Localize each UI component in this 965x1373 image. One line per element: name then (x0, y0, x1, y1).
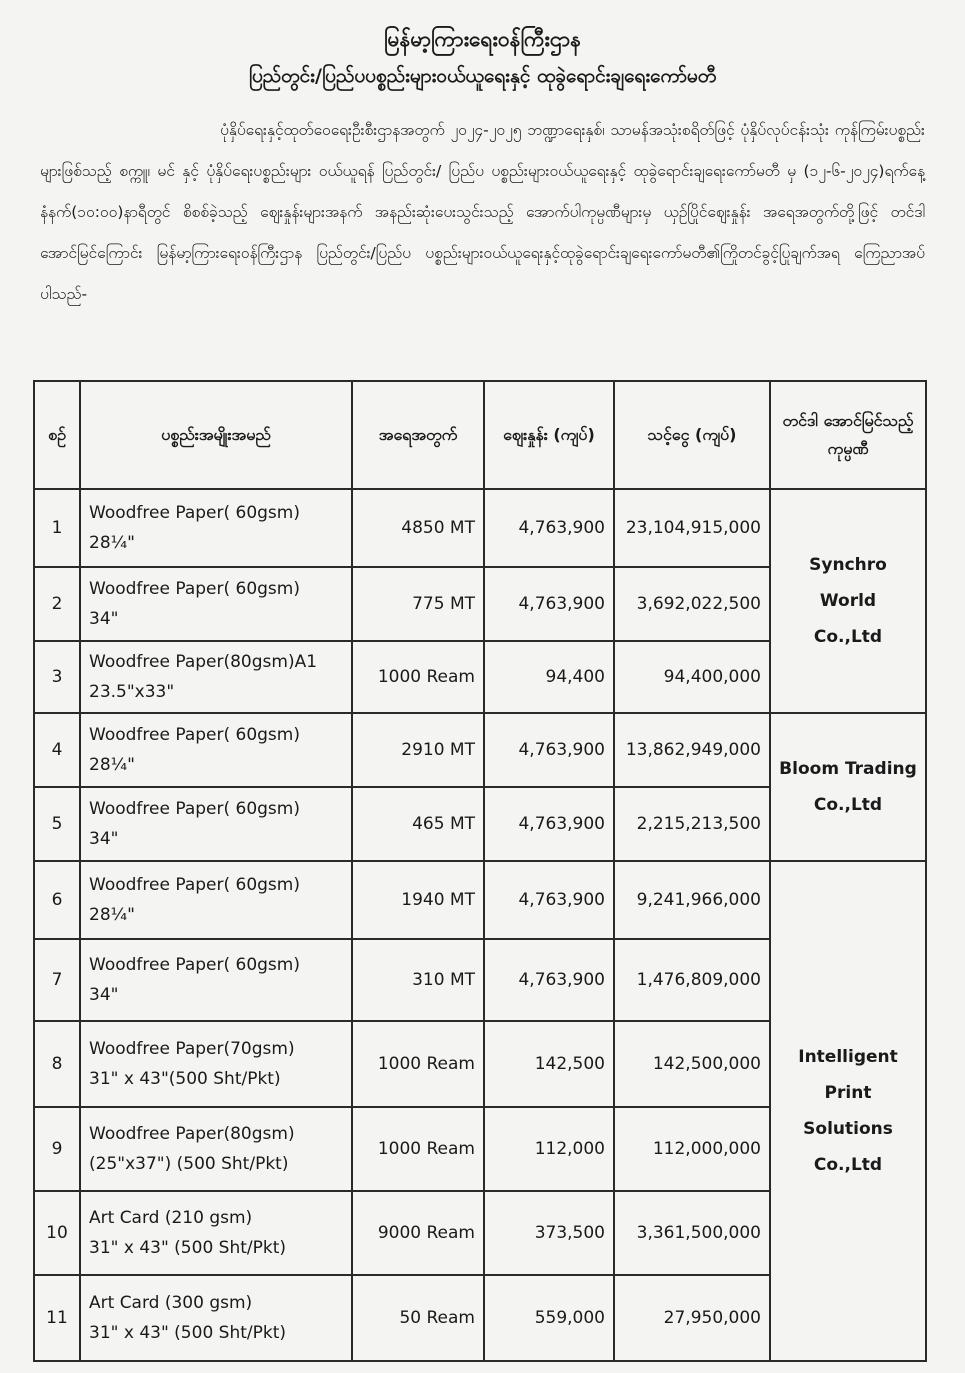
row-price: 142,500 (484, 1021, 614, 1107)
row-amount: 27,950,000 (614, 1275, 770, 1361)
company-name-line: Bloom Trading (779, 759, 917, 779)
item-name: Woodfree Paper( 60gsm) (89, 725, 300, 745)
header-quantity: အရေအတွက် (352, 381, 484, 489)
document-header (0, 22, 965, 92)
item-size: 23.5"x33" (89, 682, 175, 702)
row-item (80, 1275, 352, 1361)
row-amount: 3,361,500,000 (614, 1191, 770, 1275)
row-no: 3 (34, 641, 80, 713)
row-amount: 3,692,022,500 (614, 567, 770, 641)
company-name-line: Intelligent (798, 1047, 898, 1067)
row-item (80, 939, 352, 1021)
row-item (80, 1107, 352, 1191)
row-no: 8 (34, 1021, 80, 1107)
row-quantity: 1000 Ream (352, 1021, 484, 1107)
row-quantity: 775 MT (352, 567, 484, 641)
row-price: 4,763,900 (484, 567, 614, 641)
item-name: Woodfree Paper( 60gsm) (89, 799, 300, 819)
ministry-title: မြန်မာ့ကြားရေးဝန်ကြီးဌာန (383, 27, 582, 51)
company-name-line: Co.,Ltd (813, 795, 883, 815)
item-name: Art Card (300 gsm) (89, 1293, 253, 1313)
row-no: 1 (34, 489, 80, 567)
row-quantity: 4850 MT (352, 489, 484, 567)
item-size: 28¼" (89, 905, 135, 925)
header-no: စဉ် (34, 381, 80, 489)
header-winner: တင်ဒါ အောင်မြင်သည့် ကုမ္ပဏီ (770, 381, 926, 489)
row-amount: 13,862,949,000 (614, 713, 770, 787)
item-size: 31" x 43" (500 Sht/Pkt) (89, 1238, 287, 1258)
row-price: 4,763,900 (484, 939, 614, 1021)
row-quantity: 1000 Ream (352, 1107, 484, 1191)
row-quantity: 50 Ream (352, 1275, 484, 1361)
row-quantity: 9000 Ream (352, 1191, 484, 1275)
row-item (80, 1021, 352, 1107)
item-name: Woodfree Paper( 60gsm) (89, 955, 300, 975)
item-name: Woodfree Paper(80gsm) (89, 1124, 295, 1144)
row-no: 5 (34, 787, 80, 861)
table-row (34, 861, 926, 939)
row-quantity: 1000 Ream (352, 641, 484, 713)
row-amount: 112,000,000 (614, 1107, 770, 1191)
company-name-line: Solutions (803, 1119, 893, 1139)
table-header-row (34, 381, 926, 489)
item-name: Woodfree Paper( 60gsm) (89, 875, 300, 895)
company-name-line: Synchro World (809, 555, 887, 611)
item-name: Woodfree Paper(80gsm)A1 (89, 652, 318, 672)
row-item (80, 567, 352, 641)
row-item (80, 861, 352, 939)
header-amount: သင့်ငွေ (ကျပ်) (614, 381, 770, 489)
row-item (80, 713, 352, 787)
row-item (80, 489, 352, 567)
item-size: 28¼" (89, 533, 135, 553)
item-name: Woodfree Paper(70gsm) (89, 1039, 295, 1059)
committee-title: ပြည်တွင်း/ပြည်ပပစ္စည်းများဝယ်ယူရေးနှင့် ထုခွဲရောင်းချရေးကော်မတီ (248, 65, 717, 87)
row-price: 4,763,900 (484, 787, 614, 861)
row-quantity: 2910 MT (352, 713, 484, 787)
row-amount: 9,241,966,000 (614, 861, 770, 939)
row-quantity: 1940 MT (352, 861, 484, 939)
row-amount: 23,104,915,000 (614, 489, 770, 567)
table-row (34, 713, 926, 787)
row-no: 10 (34, 1191, 80, 1275)
row-no: 7 (34, 939, 80, 1021)
row-amount: 1,476,809,000 (614, 939, 770, 1021)
row-quantity: 310 MT (352, 939, 484, 1021)
item-size: 34" (89, 985, 119, 1005)
company-name-line: Co.,Ltd (813, 627, 883, 647)
row-price: 4,763,900 (484, 489, 614, 567)
row-amount: 94,400,000 (614, 641, 770, 713)
item-size: 34" (89, 609, 119, 629)
item-name: Woodfree Paper( 60gsm) (89, 579, 300, 599)
company-name-line: Co.,Ltd (813, 1155, 883, 1175)
winner-company-bloom (770, 713, 926, 861)
item-size: 31" x 43" (500 Sht/Pkt) (89, 1323, 287, 1343)
row-quantity: 465 MT (352, 787, 484, 861)
row-price: 94,400 (484, 641, 614, 713)
row-price: 373,500 (484, 1191, 614, 1275)
row-no: 11 (34, 1275, 80, 1361)
header-price: ဈေးနှုန်း (ကျပ်) (484, 381, 614, 489)
item-size: (25"x37") (500 Sht/Pkt) (89, 1154, 289, 1174)
table-row (34, 489, 926, 567)
row-item (80, 1191, 352, 1275)
tender-results-table (33, 380, 927, 1362)
row-item (80, 641, 352, 713)
row-price: 112,000 (484, 1107, 614, 1191)
item-name: Art Card (210 gsm) (89, 1208, 253, 1228)
row-item (80, 787, 352, 861)
row-no: 2 (34, 567, 80, 641)
row-no: 4 (34, 713, 80, 787)
row-no: 6 (34, 861, 80, 939)
item-name: Woodfree Paper( 60gsm) (89, 503, 300, 523)
announcement-paragraph: ပုံနှိပ်ရေးနှင့်ထုတ်ဝေရေးဦးစီးဌာနအတွက် ၂၀၂၄-၂၀၂၅ ဘဏ္ဍာရေးနှစ်၊ သာမန်အသုံးစရိတ်ဖြင့် ပုံနှိပ်လုပ်ငန်းသုံး ကုန်ကြမ်းပစ္စည်းများဖြစ်သည့် စက္ကူ၊ မင် နှင့် ပုံနှိပ်ရေးပစ္စည်းများ ဝယ်ယူရန် ပြည်တွင်း/ ပြည်ပ ပစ္စည်းများဝယ်ယူရေးနှင့် ထုခွဲရောင်းချရေးကော်မတီ မှ (၁၂-၆-၂၀၂၄)ရက်နေ့ နံနက်(၁၀:၀၀)နာရီတွင် စိစစ်ခဲ့သည့် ဈေးနှုန်းများအနက် အနည်းဆုံးပေးသွင်းသည့် အောက်ပါကုမ္ပဏီများမှ ယှဉ်ပြိုင်ဈေးနှုန်း အရေအတွက်တို့ဖြင့် တင်ဒါအောင်မြင်ကြောင်း မြန်မာ့ကြားရေးဝန်ကြီးဌာန ပြည်တွင်း/ပြည်ပ ပစ္စည်းများဝယ်ယူရေးနှင့်ထုခွဲရောင်းချရေးကော်မတီ၏ကြိုတင်ခွင့်ပြုချက်အရ ကြေညာအပ်ပါသည်- (40, 121, 925, 303)
item-size: 28¼" (89, 755, 135, 775)
item-size: 34" (89, 829, 119, 849)
winner-company-intelligent (770, 861, 926, 1361)
item-size: 31" x 43"(500 Sht/Pkt) (89, 1069, 281, 1089)
row-price: 4,763,900 (484, 713, 614, 787)
row-amount: 2,215,213,500 (614, 787, 770, 861)
row-price: 4,763,900 (484, 861, 614, 939)
company-name-line: Print (824, 1083, 872, 1103)
header-item: ပစ္စည်းအမျိုးအမည် (80, 381, 352, 489)
row-no: 9 (34, 1107, 80, 1191)
row-amount: 142,500,000 (614, 1021, 770, 1107)
winner-company-synchro (770, 489, 926, 713)
row-price: 559,000 (484, 1275, 614, 1361)
